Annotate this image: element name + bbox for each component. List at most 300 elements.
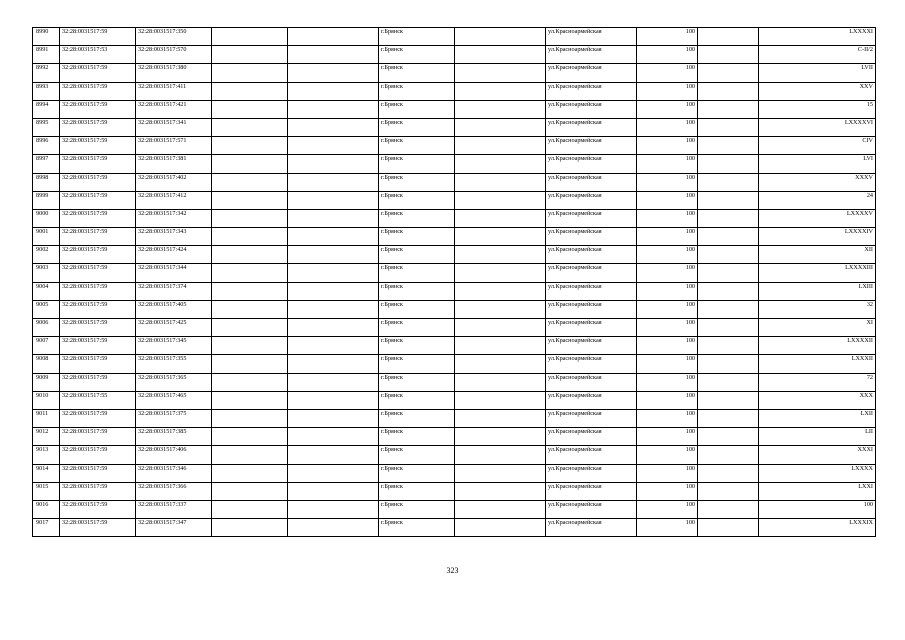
empty-cell	[698, 118, 759, 136]
empty-cell	[455, 373, 546, 391]
empty-cell	[698, 391, 759, 409]
row-number-cell: 9007	[33, 337, 60, 355]
row-number-cell: 8999	[33, 191, 60, 209]
empty-cell	[455, 428, 546, 446]
value-cell: 100	[637, 228, 698, 246]
street-cell: ул.Красноармейская	[546, 319, 637, 337]
empty-cell	[288, 464, 379, 482]
empty-cell	[455, 28, 546, 46]
empty-cell	[212, 28, 288, 46]
street-cell: ул.Красноармейская	[546, 209, 637, 227]
row-number-cell: 8994	[33, 100, 60, 118]
row-number-cell: 8992	[33, 64, 60, 82]
empty-cell	[288, 118, 379, 136]
empty-cell	[455, 100, 546, 118]
empty-cell	[212, 337, 288, 355]
street-cell: ул.Красноармейская	[546, 519, 637, 537]
table-row	[33, 464, 876, 482]
empty-cell	[455, 82, 546, 100]
empty-cell	[212, 355, 288, 373]
street-cell: ул.Красноармейская	[546, 228, 637, 246]
table-row	[33, 519, 876, 537]
street-cell: ул.Красноармейская	[546, 464, 637, 482]
street-cell: ул.Красноармейская	[546, 137, 637, 155]
city-cell: г.Брянск	[379, 428, 455, 446]
row-number-cell: 9011	[33, 409, 60, 427]
street-cell: ул.Красноармейская	[546, 264, 637, 282]
empty-cell	[212, 282, 288, 300]
street-cell: ул.Красноармейская	[546, 64, 637, 82]
empty-cell	[698, 46, 759, 64]
empty-cell	[288, 228, 379, 246]
cadastral-number-cell: 32:28:0031517:341	[136, 118, 212, 136]
city-cell: г.Брянск	[379, 482, 455, 500]
cadastral-number-cell: 32:28:0031517:355	[136, 355, 212, 373]
empty-cell	[288, 337, 379, 355]
empty-cell	[212, 118, 288, 136]
parent-cadastral-number-cell: 32:28:0031517:59	[60, 82, 136, 100]
row-number-cell: 9013	[33, 446, 60, 464]
street-cell: ул.Красноармейская	[546, 355, 637, 373]
cadastral-number-cell: 32:28:0031517:366	[136, 482, 212, 500]
premises-number-cell: 100	[759, 500, 876, 518]
register-table	[32, 27, 876, 537]
value-cell: 100	[637, 464, 698, 482]
street-cell: ул.Красноармейская	[546, 82, 637, 100]
row-number-cell: 9004	[33, 282, 60, 300]
value-cell: 100	[637, 46, 698, 64]
empty-cell	[212, 464, 288, 482]
cadastral-number-cell: 32:28:0031517:350	[136, 28, 212, 46]
empty-cell	[455, 464, 546, 482]
street-cell: ул.Красноармейская	[546, 300, 637, 318]
street-cell: ул.Красноармейская	[546, 428, 637, 446]
value-cell: 100	[637, 28, 698, 46]
city-cell: г.Брянск	[379, 391, 455, 409]
city-cell: г.Брянск	[379, 118, 455, 136]
empty-cell	[455, 46, 546, 64]
row-number-cell: 9015	[33, 482, 60, 500]
parent-cadastral-number-cell: 32:28:0031517:59	[60, 228, 136, 246]
value-cell: 100	[637, 282, 698, 300]
premises-number-cell: XXX	[759, 391, 876, 409]
empty-cell	[212, 319, 288, 337]
value-cell: 100	[637, 100, 698, 118]
row-number-cell: 9016	[33, 500, 60, 518]
cadastral-number-cell: 32:28:0031517:425	[136, 319, 212, 337]
city-cell: г.Брянск	[379, 519, 455, 537]
street-cell: ул.Красноармейская	[546, 373, 637, 391]
empty-cell	[288, 300, 379, 318]
cadastral-number-cell: 32:28:0031517:412	[136, 191, 212, 209]
empty-cell	[212, 300, 288, 318]
city-cell: г.Брянск	[379, 173, 455, 191]
city-cell: г.Брянск	[379, 464, 455, 482]
empty-cell	[288, 82, 379, 100]
empty-cell	[698, 264, 759, 282]
city-cell: г.Брянск	[379, 355, 455, 373]
empty-cell	[698, 500, 759, 518]
value-cell: 100	[637, 155, 698, 173]
street-cell: ул.Красноармейская	[546, 191, 637, 209]
empty-cell	[212, 82, 288, 100]
premises-number-cell: LXXXXII	[759, 337, 876, 355]
empty-cell	[698, 464, 759, 482]
cadastral-number-cell: 32:28:0031517:465	[136, 391, 212, 409]
empty-cell	[288, 137, 379, 155]
city-cell: г.Брянск	[379, 46, 455, 64]
empty-cell	[455, 482, 546, 500]
empty-cell	[698, 300, 759, 318]
value-cell: 100	[637, 118, 698, 136]
empty-cell	[698, 173, 759, 191]
city-cell: г.Брянск	[379, 500, 455, 518]
street-cell: ул.Красноармейская	[546, 337, 637, 355]
cadastral-number-cell: 32:28:0031517:380	[136, 64, 212, 82]
table-row	[33, 155, 876, 173]
empty-cell	[698, 446, 759, 464]
parent-cadastral-number-cell: 32:28:0031517:59	[60, 264, 136, 282]
empty-cell	[455, 228, 546, 246]
empty-cell	[212, 173, 288, 191]
empty-cell	[698, 373, 759, 391]
empty-cell	[698, 64, 759, 82]
parent-cadastral-number-cell: 32:28:0031517:53	[60, 46, 136, 64]
empty-cell	[288, 519, 379, 537]
cadastral-number-cell: 32:28:0031517:346	[136, 464, 212, 482]
value-cell: 100	[637, 264, 698, 282]
empty-cell	[288, 355, 379, 373]
table-row	[33, 319, 876, 337]
cadastral-number-cell: 32:28:0031517:365	[136, 373, 212, 391]
table-row	[33, 100, 876, 118]
parent-cadastral-number-cell: 32:28:0031517:59	[60, 464, 136, 482]
empty-cell	[288, 373, 379, 391]
table-row	[33, 137, 876, 155]
premises-number-cell: LXXXXI	[759, 28, 876, 46]
premises-number-cell: LXXXXIII	[759, 264, 876, 282]
value-cell: 100	[637, 482, 698, 500]
register-table-body	[33, 28, 876, 537]
cadastral-number-cell: 32:28:0031517:374	[136, 282, 212, 300]
row-number-cell: 9012	[33, 428, 60, 446]
empty-cell	[455, 519, 546, 537]
empty-cell	[212, 46, 288, 64]
empty-cell	[455, 246, 546, 264]
empty-cell	[455, 155, 546, 173]
parent-cadastral-number-cell: 32:28:0031517:59	[60, 409, 136, 427]
cadastral-number-cell: 32:28:0031517:342	[136, 209, 212, 227]
value-cell: 100	[637, 500, 698, 518]
cadastral-number-cell: 32:28:0031517:402	[136, 173, 212, 191]
row-number-cell: 8997	[33, 155, 60, 173]
empty-cell	[455, 300, 546, 318]
empty-cell	[212, 446, 288, 464]
city-cell: г.Брянск	[379, 209, 455, 227]
table-row	[33, 482, 876, 500]
empty-cell	[212, 209, 288, 227]
table-row	[33, 46, 876, 64]
empty-cell	[455, 264, 546, 282]
premises-number-cell: LXIII	[759, 282, 876, 300]
street-cell: ул.Красноармейская	[546, 500, 637, 518]
empty-cell	[212, 482, 288, 500]
table-row	[33, 28, 876, 46]
row-number-cell: 9001	[33, 228, 60, 246]
table-row	[33, 300, 876, 318]
street-cell: ул.Красноармейская	[546, 155, 637, 173]
premises-number-cell: XXXV	[759, 173, 876, 191]
parent-cadastral-number-cell: 32:28:0031517:59	[60, 446, 136, 464]
premises-number-cell: LXXXXVI	[759, 118, 876, 136]
empty-cell	[288, 100, 379, 118]
empty-cell	[288, 446, 379, 464]
empty-cell	[698, 191, 759, 209]
empty-cell	[698, 82, 759, 100]
empty-cell	[288, 155, 379, 173]
empty-cell	[288, 282, 379, 300]
premises-number-cell: XXV	[759, 82, 876, 100]
premises-number-cell: CIV	[759, 137, 876, 155]
empty-cell	[288, 46, 379, 64]
empty-cell	[212, 64, 288, 82]
value-cell: 100	[637, 446, 698, 464]
empty-cell	[698, 100, 759, 118]
parent-cadastral-number-cell: 32:28:0031517:59	[60, 173, 136, 191]
parent-cadastral-number-cell: 32:28:0031517:59	[60, 137, 136, 155]
empty-cell	[212, 100, 288, 118]
empty-cell	[212, 373, 288, 391]
cadastral-number-cell: 32:28:0031517:344	[136, 264, 212, 282]
empty-cell	[698, 228, 759, 246]
parent-cadastral-number-cell: 32:28:0031517:59	[60, 482, 136, 500]
parent-cadastral-number-cell: 32:28:0031517:59	[60, 355, 136, 373]
value-cell: 100	[637, 64, 698, 82]
city-cell: г.Брянск	[379, 28, 455, 46]
empty-cell	[288, 246, 379, 264]
street-cell: ул.Красноармейская	[546, 446, 637, 464]
parent-cadastral-number-cell: 32:28:0031517:59	[60, 373, 136, 391]
city-cell: г.Брянск	[379, 82, 455, 100]
empty-cell	[288, 391, 379, 409]
table-row	[33, 191, 876, 209]
parent-cadastral-number-cell: 32:28:0031517:59	[60, 337, 136, 355]
row-number-cell: 8998	[33, 173, 60, 191]
cadastral-number-cell: 32:28:0031517:337	[136, 500, 212, 518]
empty-cell	[455, 191, 546, 209]
city-cell: г.Брянск	[379, 264, 455, 282]
cadastral-number-cell: 32:28:0031517:385	[136, 428, 212, 446]
empty-cell	[698, 482, 759, 500]
empty-cell	[212, 500, 288, 518]
city-cell: г.Брянск	[379, 64, 455, 82]
value-cell: 100	[637, 519, 698, 537]
table-row	[33, 64, 876, 82]
empty-cell	[455, 282, 546, 300]
parent-cadastral-number-cell: 32:28:0031517:59	[60, 64, 136, 82]
street-cell: ул.Красноармейская	[546, 391, 637, 409]
cadastral-number-cell: 32:28:0031517:421	[136, 100, 212, 118]
table-row	[33, 446, 876, 464]
cadastral-number-cell: 32:28:0031517:343	[136, 228, 212, 246]
value-cell: 100	[637, 82, 698, 100]
value-cell: 100	[637, 246, 698, 264]
empty-cell	[212, 228, 288, 246]
parent-cadastral-number-cell: 32:28:0031517:59	[60, 118, 136, 136]
street-cell: ул.Красноармейская	[546, 173, 637, 191]
table-row	[33, 282, 876, 300]
value-cell: 100	[637, 409, 698, 427]
street-cell: ул.Красноармейская	[546, 246, 637, 264]
table-row	[33, 500, 876, 518]
row-number-cell: 9003	[33, 264, 60, 282]
empty-cell	[288, 500, 379, 518]
empty-cell	[212, 428, 288, 446]
table-row	[33, 337, 876, 355]
premises-number-cell: 15	[759, 100, 876, 118]
value-cell: 100	[637, 355, 698, 373]
empty-cell	[288, 264, 379, 282]
row-number-cell: 9014	[33, 464, 60, 482]
table-row	[33, 173, 876, 191]
empty-cell	[455, 391, 546, 409]
empty-cell	[455, 118, 546, 136]
row-number-cell: 9006	[33, 319, 60, 337]
city-cell: г.Брянск	[379, 300, 455, 318]
cadastral-number-cell: 32:28:0031517:411	[136, 82, 212, 100]
table-row	[33, 428, 876, 446]
row-number-cell: 9008	[33, 355, 60, 373]
premises-number-cell: LXXXXV	[759, 209, 876, 227]
empty-cell	[288, 64, 379, 82]
row-number-cell: 8996	[33, 137, 60, 155]
table-row	[33, 82, 876, 100]
row-number-cell: 9017	[33, 519, 60, 537]
empty-cell	[288, 319, 379, 337]
value-cell: 100	[637, 300, 698, 318]
row-number-cell: 8990	[33, 28, 60, 46]
premises-number-cell: 32	[759, 300, 876, 318]
table-row	[33, 209, 876, 227]
table-row	[33, 409, 876, 427]
empty-cell	[288, 482, 379, 500]
premises-number-cell: LXXXIX	[759, 519, 876, 537]
premises-number-cell: LVII	[759, 64, 876, 82]
parent-cadastral-number-cell: 32:28:0031517:59	[60, 155, 136, 173]
premises-number-cell: LXII	[759, 409, 876, 427]
empty-cell	[698, 428, 759, 446]
empty-cell	[288, 209, 379, 227]
cadastral-number-cell: 32:28:0031517:424	[136, 246, 212, 264]
value-cell: 100	[637, 319, 698, 337]
city-cell: г.Брянск	[379, 191, 455, 209]
street-cell: ул.Красноармейская	[546, 282, 637, 300]
empty-cell	[288, 428, 379, 446]
parent-cadastral-number-cell: 32:28:0031517:59	[60, 191, 136, 209]
empty-cell	[455, 173, 546, 191]
row-number-cell: 8993	[33, 82, 60, 100]
empty-cell	[698, 246, 759, 264]
premises-number-cell: LXXXII	[759, 355, 876, 373]
row-number-cell: 8991	[33, 46, 60, 64]
city-cell: г.Брянск	[379, 373, 455, 391]
parent-cadastral-number-cell: 32:28:0031517:59	[60, 500, 136, 518]
premises-number-cell: 24	[759, 191, 876, 209]
table-row	[33, 391, 876, 409]
value-cell: 100	[637, 173, 698, 191]
street-cell: ул.Красноармейская	[546, 482, 637, 500]
empty-cell	[212, 264, 288, 282]
city-cell: г.Брянск	[379, 282, 455, 300]
empty-cell	[698, 355, 759, 373]
city-cell: г.Брянск	[379, 409, 455, 427]
cadastral-number-cell: 32:28:0031517:570	[136, 46, 212, 64]
street-cell: ул.Красноармейская	[546, 118, 637, 136]
value-cell: 100	[637, 428, 698, 446]
empty-cell	[455, 500, 546, 518]
city-cell: г.Брянск	[379, 100, 455, 118]
empty-cell	[455, 446, 546, 464]
row-number-cell: 9002	[33, 246, 60, 264]
premises-number-cell: XXXI	[759, 446, 876, 464]
street-cell: ул.Красноармейская	[546, 409, 637, 427]
empty-cell	[698, 337, 759, 355]
empty-cell	[455, 209, 546, 227]
empty-cell	[698, 282, 759, 300]
premises-number-cell: LXXI	[759, 482, 876, 500]
parent-cadastral-number-cell: 32:28:0031517:59	[60, 282, 136, 300]
premises-number-cell: LII	[759, 428, 876, 446]
parent-cadastral-number-cell: 32:28:0031517:59	[60, 28, 136, 46]
cadastral-number-cell: 32:28:0031517:345	[136, 337, 212, 355]
parent-cadastral-number-cell: 32:28:0031517:59	[60, 319, 136, 337]
empty-cell	[288, 409, 379, 427]
premises-number-cell: C-II/2	[759, 46, 876, 64]
cadastral-number-cell: 32:28:0031517:571	[136, 137, 212, 155]
empty-cell	[212, 391, 288, 409]
empty-cell	[212, 246, 288, 264]
empty-cell	[455, 137, 546, 155]
premises-number-cell: LXXXX	[759, 464, 876, 482]
city-cell: г.Брянск	[379, 137, 455, 155]
value-cell: 100	[637, 137, 698, 155]
premises-number-cell: XII	[759, 246, 876, 264]
cadastral-number-cell: 32:28:0031517:381	[136, 155, 212, 173]
city-cell: г.Брянск	[379, 246, 455, 264]
cadastral-number-cell: 32:28:0031517:375	[136, 409, 212, 427]
table-row	[33, 264, 876, 282]
parent-cadastral-number-cell: 32:28:0031517:59	[60, 100, 136, 118]
empty-cell	[212, 155, 288, 173]
city-cell: г.Брянск	[379, 155, 455, 173]
empty-cell	[288, 191, 379, 209]
city-cell: г.Брянск	[379, 446, 455, 464]
parent-cadastral-number-cell: 32:28:0031517:59	[60, 300, 136, 318]
street-cell: ул.Красноармейская	[546, 100, 637, 118]
empty-cell	[455, 337, 546, 355]
parent-cadastral-number-cell: 32:28:0031517:59	[60, 519, 136, 537]
value-cell: 100	[637, 337, 698, 355]
table-row	[33, 373, 876, 391]
premises-number-cell: LVI	[759, 155, 876, 173]
row-number-cell: 8995	[33, 118, 60, 136]
empty-cell	[698, 209, 759, 227]
empty-cell	[698, 519, 759, 537]
premises-number-cell: 72	[759, 373, 876, 391]
empty-cell	[288, 173, 379, 191]
parent-cadastral-number-cell: 32:28:0031517:59	[60, 246, 136, 264]
empty-cell	[212, 137, 288, 155]
